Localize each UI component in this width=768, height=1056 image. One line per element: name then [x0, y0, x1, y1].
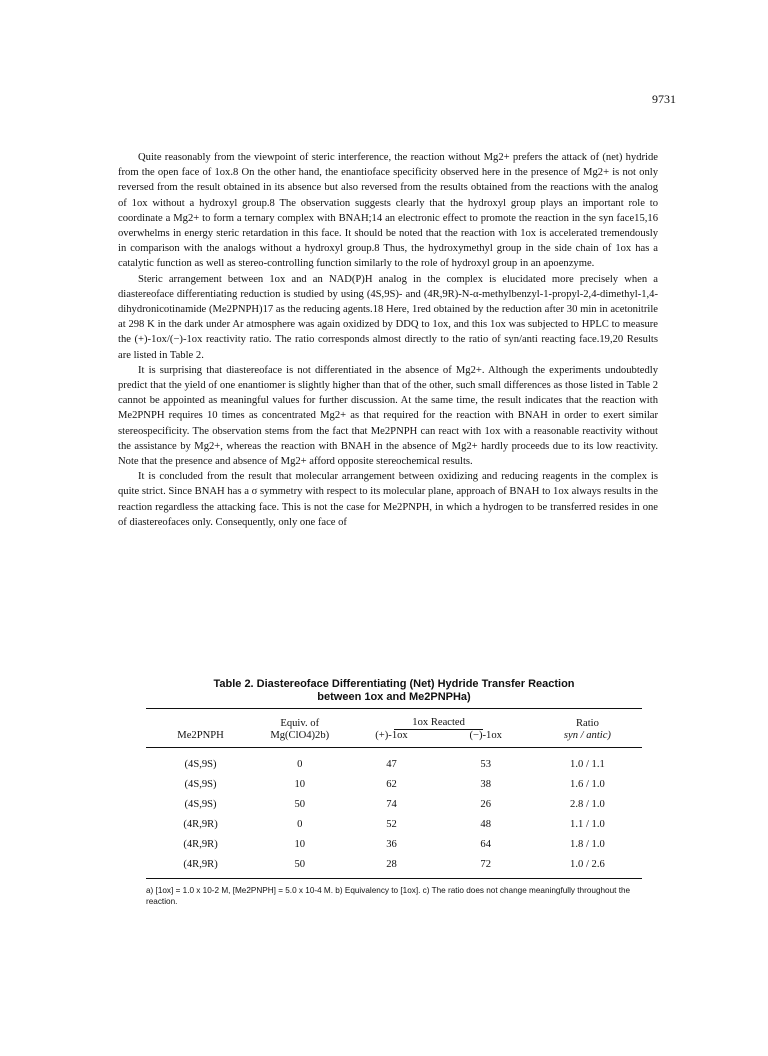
header-equiv-line2: Mg(ClO4)2b)	[270, 730, 330, 741]
cell-ratio: 1.8 / 1.0	[570, 838, 605, 850]
header-ratio-line1: Ratio	[575, 718, 599, 729]
header-reacted-group	[344, 709, 532, 731]
cell-plus: 28	[386, 858, 397, 870]
table-row	[146, 834, 642, 854]
table-row	[146, 854, 642, 879]
cell-equiv: 50	[294, 858, 306, 870]
cell-ratio: 1.0 / 2.6	[570, 858, 605, 870]
cell-minus: 64	[480, 838, 492, 850]
cell-equiv: 10	[294, 838, 306, 850]
header-plus: (+)-1ox	[375, 730, 408, 741]
data-table	[146, 708, 642, 879]
table-row	[146, 774, 642, 794]
cell-name: (4S,9S)	[184, 778, 217, 790]
paragraph-2: Steric arrangement between 1ox and an NAD(P)H analog in the complex is elucidated more precisely when a diastereoface differentiating reduction is studied by using (4S,9S)- and (4R,9R)-N-α-methylbenzyl-1-propyl-2,4-dimethyl-1,4-dihydronicotinamide (Me2PNPH)17 as the reducing agents.18 Here, 1red obtained by the reduction after 30 min in acetonitrile at 298 K in the dark under Ar atmosphere was again oxidized by DDQ to 1ox, and this 1ox was subjected to HPLC to measure the (+)-1ox/(−)-1ox reactivity ratio. The ratio corresponds almost directly to the ratio of syn/anti reacting face.19,20 Results are listed in Table 2.	[118, 273, 658, 361]
paragraph-1: Quite reasonably from the viewpoint of steric interference, the reaction without Mg2+ prefers the attack of (net) hydride from the open face of 1ox.8 On the other hand, the enantioface specificity observed here in the presence of Mg2+ is not only reversed from the result obtained in its absence but also reversed from the results obtained from the reactions with the analog of 1ox without a hydroxyl group.8 The observation suggests clearly that the hydroxyl group plays an important role to coordinate a Mg2+ to form a ternary complex with BNAH;14 an electronic effect to promote the reaction in the syn face15,16 overwhelms in energy steric retardation in this face. It should be noted that the reaction with 1ox is accelerated tremendously in comparison with the analogs without a hydroxyl group.8 Thus, the hydroxymethyl group in the side chain of 1ox has a catalytic function as well as stereo-controlling function similarly to the role of hydroxyl group in an apoenzyme.	[118, 152, 658, 270]
cell-plus: 47	[386, 758, 397, 770]
cell-equiv: 0	[297, 818, 303, 830]
cell-equiv: 10	[294, 778, 306, 790]
cell-plus: 52	[386, 818, 397, 830]
table-caption-line2: between 1ox and Me2PNPHa)	[317, 691, 471, 703]
cell-plus: 62	[386, 778, 397, 790]
cell-plus: 74	[386, 798, 397, 810]
table-row	[146, 794, 642, 814]
cell-minus: 48	[480, 818, 492, 830]
table-caption	[146, 678, 642, 704]
header-reacted-label: 1ox Reacted	[394, 717, 483, 730]
cell-minus: 38	[480, 778, 492, 790]
table-caption-line1: Table 2. Diastereoface Differentiating (Net) Hydride Transfer Reaction	[213, 678, 575, 690]
cell-ratio: 1.0 / 1.1	[570, 758, 605, 770]
cell-name: (4R,9R)	[183, 838, 218, 850]
page-number: 9731	[652, 92, 676, 106]
cell-equiv: 0	[297, 758, 303, 770]
cell-plus: 36	[386, 838, 397, 850]
table-row	[146, 814, 642, 834]
cell-minus: 72	[480, 858, 492, 870]
table-row	[146, 748, 642, 775]
header-ratio-line2: syn / antic)	[563, 730, 611, 741]
table-2	[146, 678, 642, 907]
header-minus: (−)-1ox	[469, 730, 502, 741]
cell-ratio: 1.1 / 1.0	[570, 818, 605, 830]
header-me2pnph: Me2PNPH	[177, 730, 224, 741]
header-equiv-line1: Equiv. of	[280, 718, 320, 729]
cell-ratio: 2.8 / 1.0	[570, 798, 605, 810]
cell-name: (4R,9R)	[183, 818, 218, 830]
table-footnote: a) [1ox] = 1.0 x 10-2 M, [Me2PNPH] = 5.0 x 10-4 M. b) Equivalency to [1ox]. c) The ratio does not change meaningfully throughout the reaction.	[146, 886, 631, 906]
cell-minus: 53	[480, 758, 492, 770]
body-text	[118, 150, 658, 530]
cell-ratio: 1.6 / 1.0	[570, 778, 605, 790]
cell-name: (4S,9S)	[184, 758, 217, 770]
cell-name: (4S,9S)	[184, 798, 217, 810]
cell-name: (4R,9R)	[183, 858, 218, 870]
cell-equiv: 50	[294, 798, 306, 810]
paragraph-3: It is surprising that diastereoface is not differentiated in the absence of Mg2+. Although the experiments undoubtedly predict that the yield of one enantiomer is slightly higher than that of the other, such small differences as those listed in Table 2 cannot be appointed as meaningful values for further discussion. At the same time, the result indicates that the reaction with Me2PNPH requires 10 times as concentrated Mg2+ as that required for the reaction with BNAH in order to exert similar stereospecificity. The observation stems from the fact that Me2PNPH can react with 1ox with a reasonable reactivity without the assistance by Mg2+, whereas the reaction with BNAH in the absence of Mg2+ hardly proceeds due to its low reactivity. Note that the presence and absence of Mg2+ afford opposite stereochemical results.	[118, 364, 658, 468]
paragraph-4: It is concluded from the result that molecular arrangement between oxidizing and reducing reagents in the complex is quite strict. Since BNAH has a σ symmetry with respect to its molecular plane, approach of BNAH to 1ox always results in the reaction regardless the attacking face. This is not the case for Me2PNPH, in which a hydrogen to be transferred resides in one of diastereofaces only. Consequently, only one face of	[118, 471, 658, 528]
cell-minus: 26	[480, 798, 492, 810]
